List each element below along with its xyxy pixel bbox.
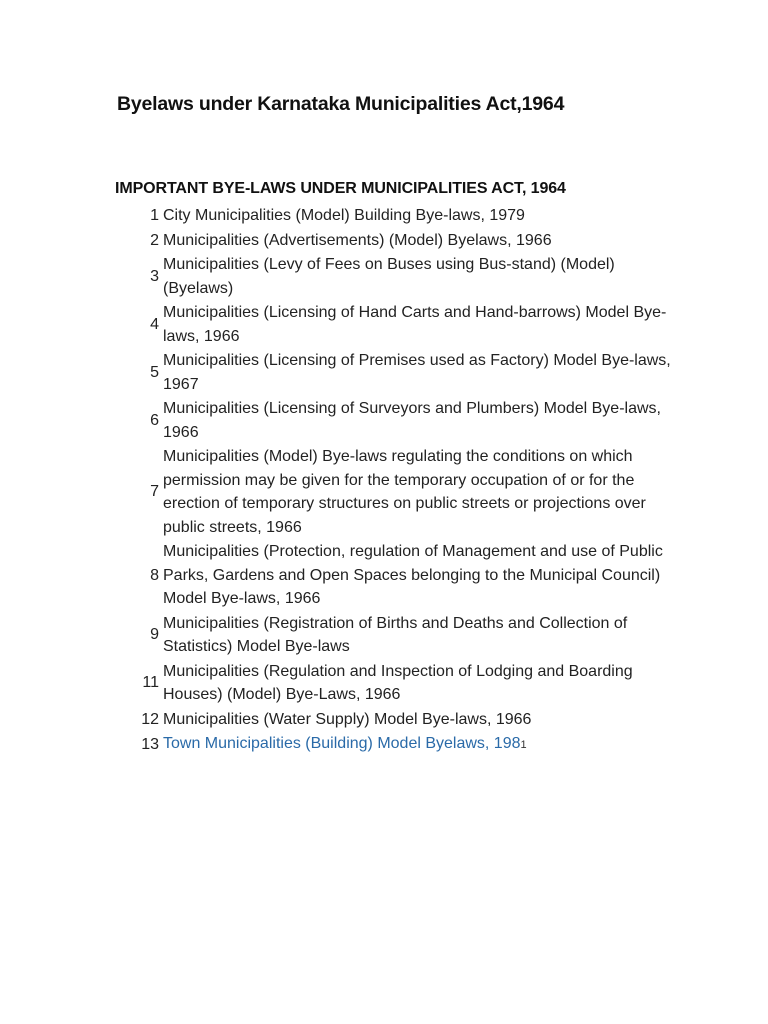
document-title: Byelaws under Karnataka Municipalities Act,1964: [117, 93, 565, 115]
item-number: 12: [141, 710, 159, 728]
item-number: 3: [150, 267, 159, 285]
item-number: 1: [150, 207, 159, 224]
item-number: 5: [150, 363, 159, 381]
item-number: 7: [150, 483, 159, 501]
item-text: Municipalities (Model) Bye-laws regulating the conditions on which permission may be given for the temporary occupation of or for the erection of temporary structures on public streets or projections over public streets, 1966: [163, 448, 646, 536]
item-number: 9: [150, 626, 159, 644]
list-item: [115, 708, 675, 732]
list-item: [115, 229, 675, 253]
list-item: [115, 612, 675, 659]
item-text: Municipalities (Levy of Fees on Buses using Bus-stand) (Model) (Byelaws): [163, 256, 615, 297]
item-text: Municipalities (Water Supply) Model Bye-laws, 1966: [163, 710, 532, 728]
list-item: [115, 397, 675, 444]
item-text-tail: 1: [520, 739, 527, 751]
byelaws-list: [115, 204, 675, 759]
item-text: Municipalities (Licensing of Hand Carts and Hand-barrows) Model Bye-laws, 1966: [163, 304, 667, 345]
item-number: 8: [150, 566, 159, 584]
item-number: 6: [150, 411, 159, 429]
item-number: 4: [150, 315, 159, 333]
item-number: 11: [142, 674, 159, 692]
list-item: [115, 253, 675, 300]
item-text: Municipalities (Regulation and Inspection of Lodging and Boarding Houses) (Model) Bye-Laws, 1966: [163, 662, 633, 703]
item-text: Municipalities (Protection, regulation of Management and use of Public Parks, Gardens and Open Spaces belonging to the Municipal Council) Model Bye-laws, 1966: [163, 543, 663, 607]
item-text: Municipalities (Licensing of Premises used as Factory) Model Bye-laws, 1967: [163, 352, 671, 393]
item-number: 2: [150, 231, 159, 249]
item-text: Municipalities (Advertisements) (Model) Byelaws, 1966: [163, 231, 552, 249]
list-item: [115, 204, 675, 228]
list-item: [115, 349, 675, 396]
list-item: [115, 732, 675, 758]
list-item: [115, 301, 675, 348]
item-link[interactable]: Town Municipalities (Building) Model Byelaws, 198: [163, 735, 521, 752]
item-text: Municipalities (Licensing of Surveyors and Plumbers) Model Bye-laws, 1966: [163, 400, 661, 441]
item-text: [163, 732, 675, 758]
list-item: [115, 540, 675, 611]
item-text: Municipalities (Registration of Births and Deaths and Collection of Statistics) Model Bye-laws: [163, 614, 628, 655]
list-item: [115, 445, 675, 539]
item-text: City Municipalities (Model) Building Bye-laws, 1979: [163, 207, 525, 224]
section-heading: IMPORTANT BYE-LAWS UNDER MUNICIPALITIES ACT, 1964: [115, 180, 566, 197]
item-number: 13: [141, 736, 159, 753]
list-item: [115, 660, 675, 707]
